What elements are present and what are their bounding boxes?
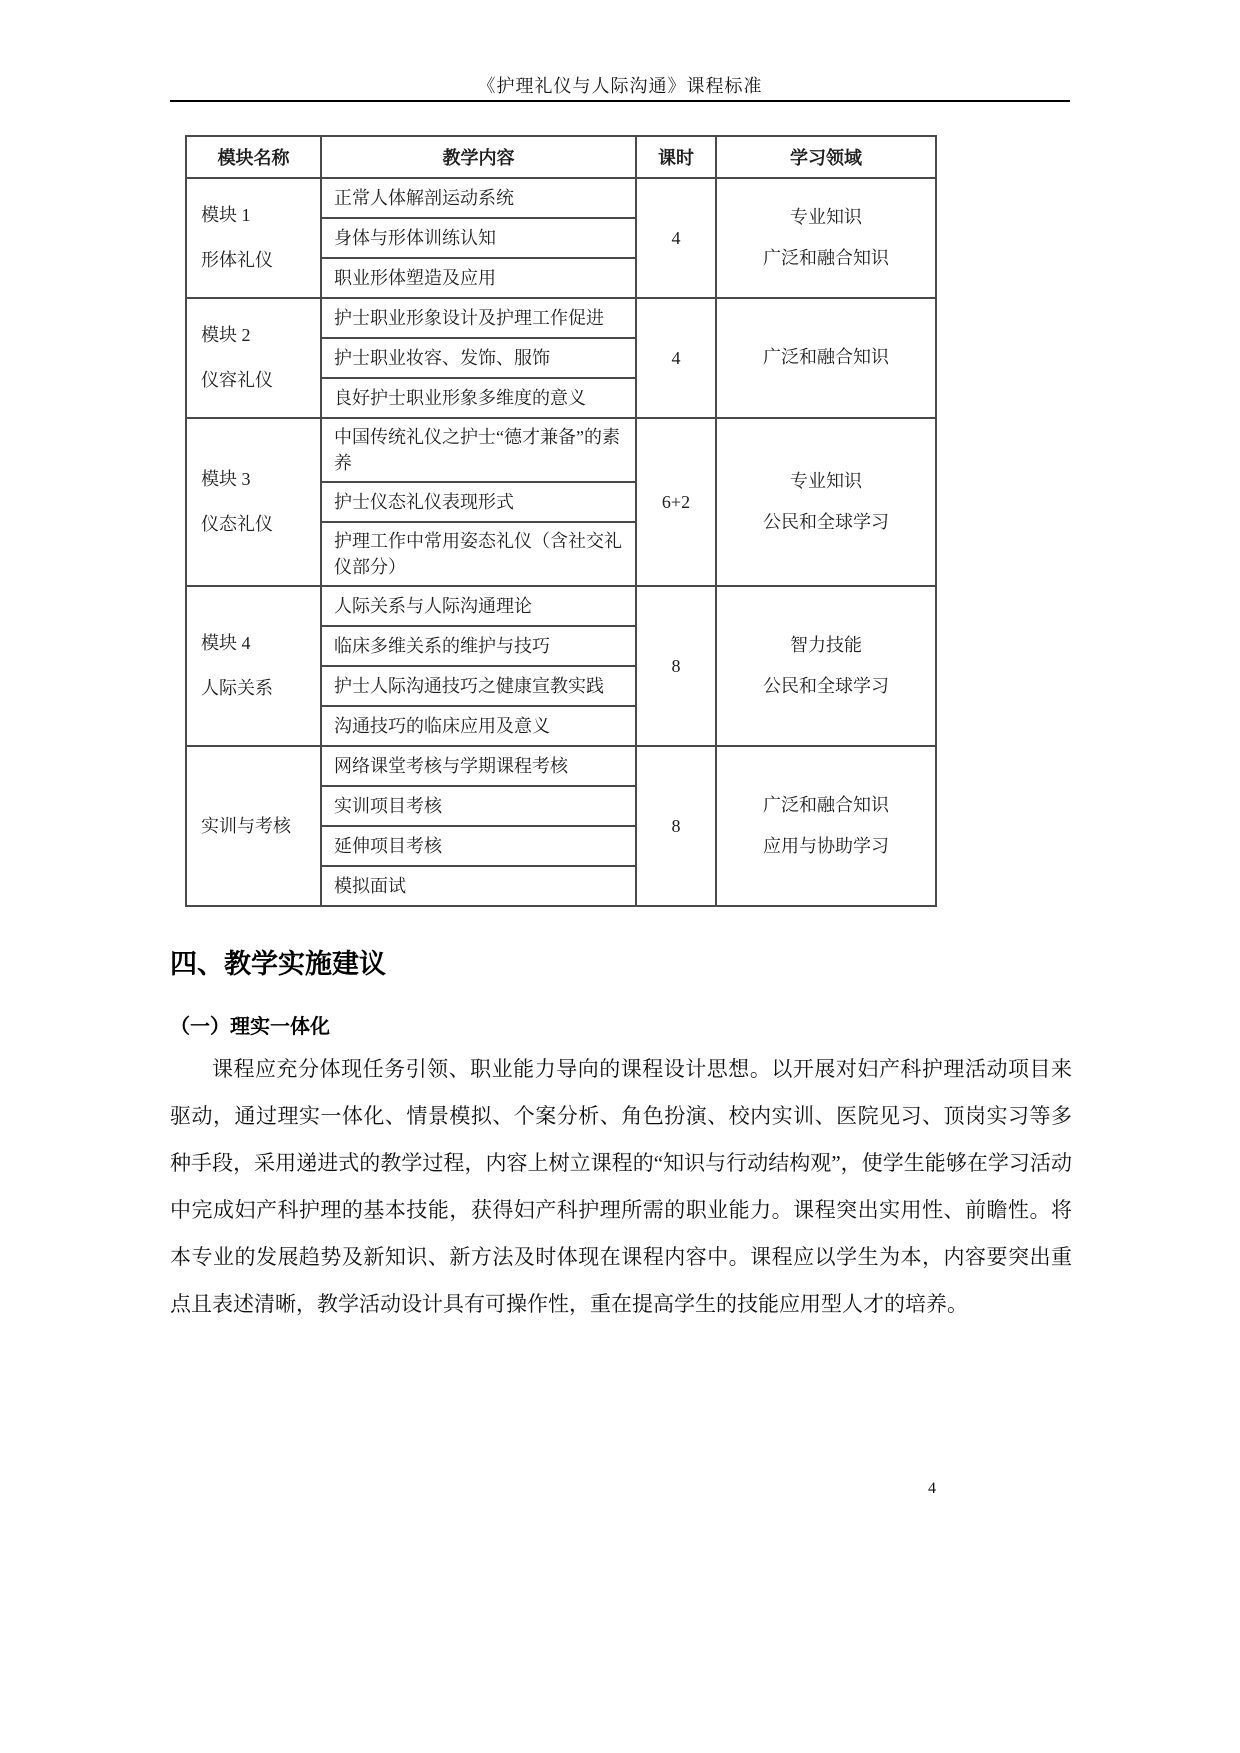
module-name-line: 形体礼仪 — [201, 250, 273, 270]
module-name-cell — [186, 178, 321, 298]
teaching-content-cell: 网络课堂考核与学期课程考核 — [321, 746, 636, 786]
module-name-line: 模块 2 — [201, 324, 251, 345]
teaching-content-cell: 人际关系与人际沟通理论 — [321, 586, 636, 626]
body-paragraph: 课程应充分体现任务引领、职业能力导向的课程设计思想。以开展对妇产科护理活动项目来驱动，通过理实一体化、情景模拟、个案分析、角色扮演、校内实训、医院见习、顶岗实习等多种手段，采用递进式的教学过程，内容上树立课程的“知识与行动结构观”，使学生能够在学习活动中完成妇产科护理的基本技能，获得妇产科护理所需的职业能力。课程突出实用性、前瞻性。将本专业的发展趋势及新知识、新方法及时体现在课程内容中。课程应以学生为本，内容要突出重点且表述清晰，教学活动设计具有可操作性，重在提高学生的技能应用型人才的培养。 — [170, 1057, 1072, 1316]
domain-line: 专业知识 — [790, 471, 862, 491]
hours-cell: 4 — [636, 298, 716, 418]
teaching-content-cell: 护士职业形象设计及护理工作促进 — [321, 298, 636, 338]
table-header-row — [186, 136, 936, 178]
hours-cell: 8 — [636, 746, 716, 906]
document-header-title: 《护理礼仪与人际沟通》课程标准 — [477, 76, 763, 96]
course-module-table-wrap — [185, 135, 935, 907]
teaching-content-cell: 护理工作中常用姿态礼仪（含社交礼仪部分） — [321, 522, 636, 586]
teaching-content-cell: 正常人体解剖运动系统 — [321, 178, 636, 218]
col-header-module-name: 模块名称 — [186, 136, 321, 178]
module-name-line: 仪容礼仪 — [201, 370, 273, 390]
col-header-learning-domain: 学习领域 — [716, 136, 936, 178]
teaching-content-cell: 实训项目考核 — [321, 786, 636, 826]
domain-line: 广泛和融合知识 — [763, 347, 889, 368]
domain-line: 智力技能 — [790, 635, 862, 656]
module-name-cell — [186, 418, 321, 586]
teaching-content-cell: 护士职业妆容、发饰、服饰 — [321, 338, 636, 378]
teaching-content-cell: 职业形体塑造及应用 — [321, 258, 636, 298]
domain-line: 广泛和融合知识 — [763, 248, 889, 268]
learning-domain-cell — [716, 746, 936, 906]
learning-domain-cell — [716, 418, 936, 586]
module-name-line: 模块 3 — [201, 469, 251, 489]
domain-line: 应用与协助学习 — [763, 836, 889, 857]
section-subheading: （一）理实一体化 — [170, 1016, 330, 1038]
course-module-table — [185, 135, 937, 907]
teaching-content-cell: 沟通技巧的临床应用及意义 — [321, 706, 636, 746]
table-row — [186, 746, 936, 786]
teaching-content-cell: 身体与形体训练认知 — [321, 218, 636, 258]
table-row — [186, 418, 936, 482]
teaching-content-cell: 良好护士职业形象多维度的意义 — [321, 378, 636, 418]
teaching-content-cell: 中国传统礼仪之护士“德才兼备”的素养 — [321, 418, 636, 482]
domain-line: 广泛和融合知识 — [763, 795, 889, 816]
module-name-line: 仪态礼仪 — [201, 514, 273, 535]
module-name-cell — [186, 586, 321, 746]
header-divider — [170, 100, 1070, 102]
module-name-cell — [186, 298, 321, 418]
hours-cell: 4 — [636, 178, 716, 298]
domain-line: 公民和全球学习 — [763, 676, 889, 697]
table-row — [186, 586, 936, 626]
domain-line: 公民和全球学习 — [763, 512, 889, 533]
teaching-content-cell: 护士人际沟通技巧之健康宣教实践 — [321, 666, 636, 706]
table-row — [186, 178, 936, 218]
teaching-content-cell: 延伸项目考核 — [321, 826, 636, 866]
page-number: 4 — [928, 1480, 936, 1497]
domain-line: 专业知识 — [790, 206, 862, 227]
learning-domain-cell — [716, 178, 936, 298]
module-name-line: 人际关系 — [201, 678, 273, 699]
hours-cell: 6+2 — [636, 418, 716, 586]
section-heading: 四、教学实施建议 — [170, 949, 386, 979]
teaching-content-cell: 模拟面试 — [321, 866, 636, 906]
col-header-teaching-content: 教学内容 — [321, 136, 636, 178]
module-name-cell — [186, 746, 321, 906]
teaching-content-cell: 临床多维关系的维护与技巧 — [321, 626, 636, 666]
learning-domain-cell — [716, 298, 936, 418]
module-name-line: 模块 1 — [201, 204, 251, 225]
hours-cell: 8 — [636, 586, 716, 746]
table-row — [186, 298, 936, 338]
module-name-line: 实训与考核 — [201, 815, 291, 836]
teaching-content-cell: 护士仪态礼仪表现形式 — [321, 482, 636, 522]
learning-domain-cell — [716, 586, 936, 746]
module-name-line: 模块 4 — [201, 633, 251, 654]
col-header-hours: 课时 — [636, 136, 716, 178]
